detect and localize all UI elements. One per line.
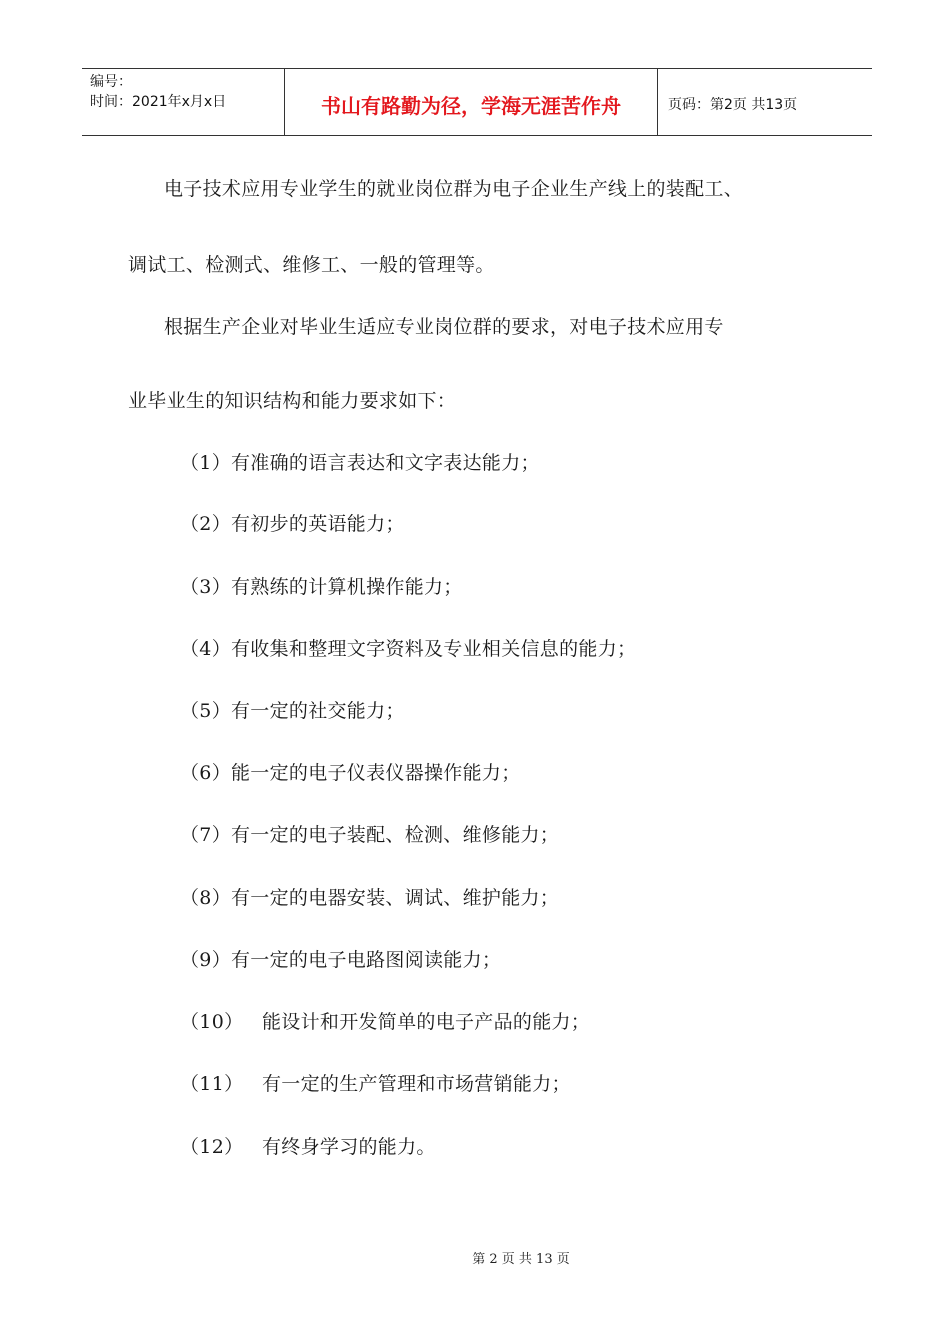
list-item-number: （2） <box>180 513 231 535</box>
list-item <box>180 1007 590 1034</box>
list-item-number: （6） <box>180 762 231 784</box>
paragraph-2-line-2: 业毕业生的知识结构和能力要求如下： <box>128 390 457 412</box>
list-item-number: （8） <box>180 887 231 909</box>
list-item <box>180 509 405 536</box>
list-item <box>180 448 540 475</box>
document-number-label: 编号： <box>90 74 132 90</box>
document-date: 时间：2021年x月x日 <box>90 94 227 110</box>
paragraph-2-line-1: 根据生产企业对毕业生适应专业岗位群的要求，对电子技术应用专 <box>164 316 724 338</box>
list-item-number: （9） <box>180 949 231 971</box>
list-item-number: （1） <box>180 452 231 474</box>
list-item-number: （5） <box>180 700 231 722</box>
list-item-text: 能一定的电子仪表仪器操作能力； <box>231 762 521 784</box>
list-item-text: 有一定的生产管理和市场营销能力； <box>262 1073 571 1095</box>
list-item-text: 有终身学习的能力。 <box>262 1136 436 1158</box>
list-item-number: （3） <box>180 576 231 598</box>
list-item-text: 有一定的电子电路图阅读能力； <box>231 949 502 971</box>
header-meta <box>82 69 284 135</box>
list-item <box>180 1132 436 1159</box>
header-motto: 书山有路勤为径，学海无涯苦作舟 <box>284 69 658 135</box>
list-item <box>180 634 636 661</box>
list-item <box>180 758 521 785</box>
list-item <box>180 883 559 910</box>
page-header <box>82 68 872 136</box>
list-item-text: 有初步的英语能力； <box>231 513 405 535</box>
list-item <box>180 1069 571 1096</box>
list-item-text: 有收集和整理文字资料及专业相关信息的能力； <box>231 638 637 660</box>
list-item-text: 有准确的语言表达和文字表达能力； <box>231 452 540 474</box>
page-footer: 第 2 页 共 13 页 <box>472 1252 570 1267</box>
list-item-text: 有一定的电器安装、调试、维护能力； <box>231 887 560 909</box>
list-item-number: （7） <box>180 824 231 846</box>
list-item-text: 有一定的社交能力； <box>231 700 405 722</box>
list-item <box>180 572 463 599</box>
list-item-number: （10） <box>180 1011 244 1033</box>
list-item <box>180 945 501 972</box>
list-item-text: 能设计和开发简单的电子产品的能力； <box>262 1011 591 1033</box>
list-item-text: 有一定的电子装配、检测、维修能力； <box>231 824 560 846</box>
list-item <box>180 820 559 847</box>
list-item-number: （4） <box>180 638 231 660</box>
paragraph-1-line-1: 电子技术应用专业学生的就业岗位群为电子企业生产线上的装配工、 <box>164 178 744 200</box>
list-item <box>180 696 405 723</box>
list-item-text: 有熟练的计算机操作能力； <box>231 576 463 598</box>
header-page-info: 页码：第2页 共13页 <box>668 97 798 113</box>
list-item-number: （11） <box>180 1073 244 1095</box>
list-item-number: （12） <box>180 1136 244 1158</box>
paragraph-1-line-2: 调试工、检测式、维修工、一般的管理等。 <box>128 254 495 276</box>
